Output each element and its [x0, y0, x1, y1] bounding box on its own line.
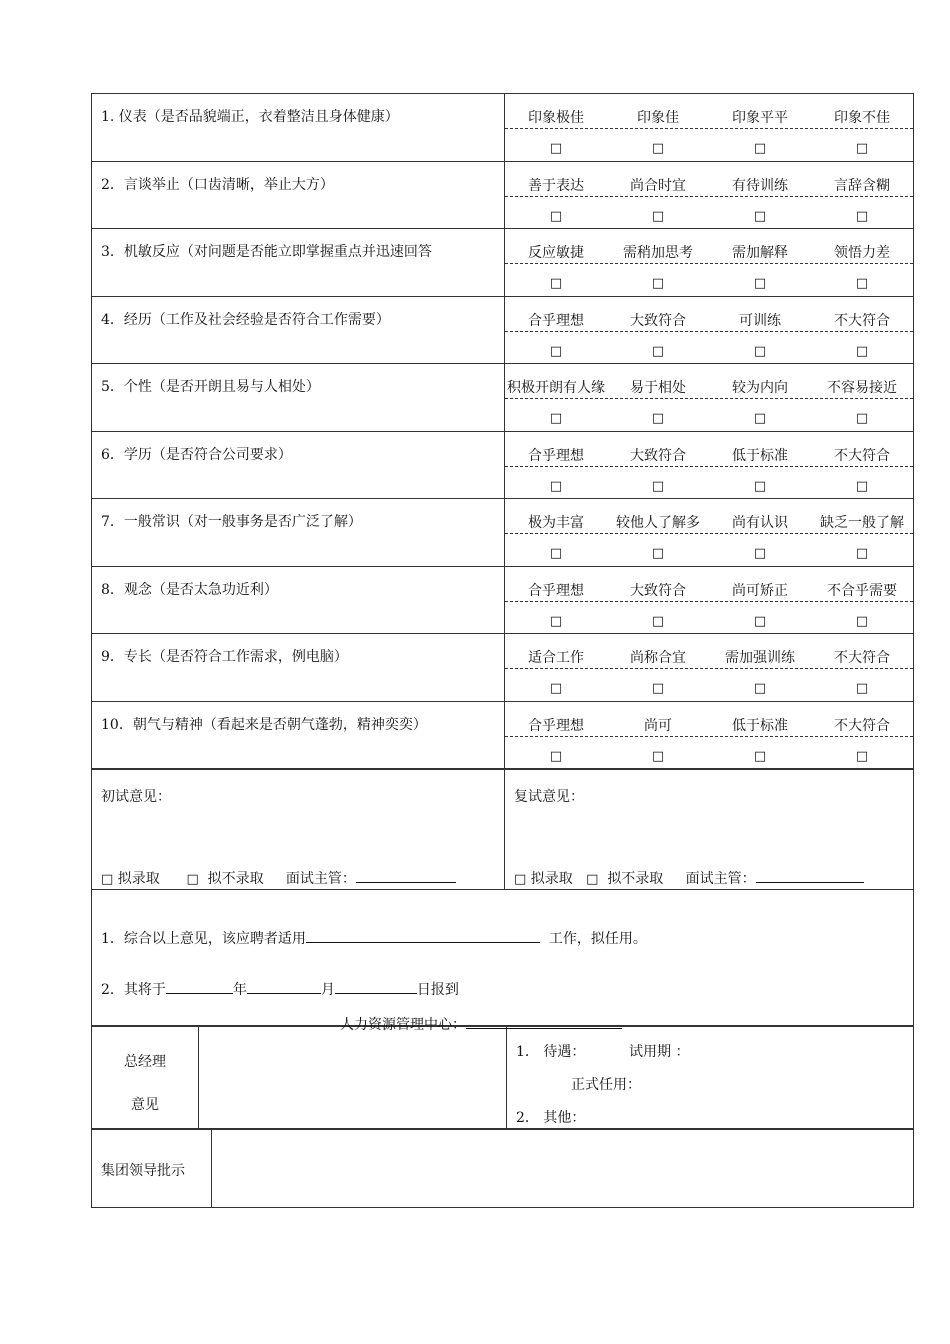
option-checkbox[interactable]: □ [651, 276, 665, 291]
option-label: 较他人了解多 [616, 515, 700, 531]
criterion-row [92, 162, 913, 230]
option-checkbox[interactable]: □ [855, 276, 869, 291]
option-checkbox[interactable]: □ [651, 343, 665, 359]
criteria-section [92, 94, 913, 769]
option-checkbox[interactable]: □ [753, 681, 767, 696]
option-divider [505, 466, 913, 467]
option-checkbox[interactable]: □ [549, 748, 563, 764]
criterion-row [92, 702, 913, 770]
option-checkbox[interactable]: □ [549, 546, 563, 561]
criterion-options [505, 94, 913, 161]
criterion-row [92, 297, 913, 365]
option-checkbox[interactable]: □ [855, 411, 869, 426]
option-label: 善于表达 [528, 177, 584, 194]
option-label: 积极开朗有人缘 [507, 380, 605, 396]
criterion-label: 9．专长（是否符合工作需求，例电脑） [92, 634, 505, 701]
general-manager-section [92, 1027, 913, 1130]
gm-opinion-field[interactable] [199, 1027, 507, 1128]
criterion-row [92, 634, 913, 702]
option-label: 尚可矫正 [732, 582, 788, 599]
assignment-suffix: 工作，拟任用。 [548, 931, 647, 947]
supervisor-signature-line[interactable] [756, 868, 864, 883]
option-checkbox[interactable]: □ [855, 208, 869, 224]
group-instruction-field[interactable] [212, 1130, 913, 1207]
option-checkbox[interactable]: □ [855, 613, 869, 629]
option-checkbox[interactable]: □ [753, 613, 767, 629]
option-checkbox[interactable]: □ [651, 546, 665, 561]
criterion-options [505, 364, 913, 431]
hr-label: 人力资源管理中心： [340, 1017, 466, 1033]
option-checkbox[interactable]: □ [753, 141, 767, 156]
option-checkbox[interactable]: □ [651, 411, 665, 426]
criterion-label: 8．观念（是否太急功近利） [92, 567, 505, 634]
option-divider [505, 736, 913, 737]
option-label: 反应敏捷 [528, 245, 584, 261]
criterion-options [505, 567, 913, 634]
opinions-section [92, 769, 913, 890]
option-checkbox[interactable]: □ [651, 681, 665, 696]
option-label: 需加强训练 [725, 650, 795, 666]
option-checkbox[interactable]: □ [753, 343, 767, 359]
option-label: 需加解释 [732, 245, 788, 261]
hire-checkbox[interactable]: □ [514, 872, 527, 887]
option-label: 不大符合 [834, 312, 890, 329]
option-divider [505, 601, 913, 602]
option-label: 印象不佳 [834, 110, 890, 126]
option-divider [505, 263, 913, 264]
option-label: 合乎理想 [528, 447, 584, 464]
supervisor-signature-line[interactable] [356, 868, 456, 883]
option-label: 缺乏一般了解 [820, 515, 904, 531]
option-label: 需稍加思考 [623, 245, 693, 261]
criterion-row [92, 499, 913, 567]
no-hire-checkbox[interactable]: □ [586, 872, 599, 887]
option-label: 不合乎需要 [827, 582, 897, 599]
criterion-label: 10．朝气与精神（看起来是否朝气蓬勃，精神奕奕） [92, 702, 505, 769]
option-checkbox[interactable]: □ [753, 478, 767, 494]
option-label: 尚可 [644, 717, 672, 734]
gm-label-1: 总经理 [124, 1054, 166, 1070]
criterion-row [92, 229, 913, 297]
option-label: 领悟力差 [834, 245, 890, 261]
criterion-label: 5．个性（是否开朗且易与人相处） [92, 364, 505, 431]
interview-evaluation-form [91, 93, 914, 1208]
option-label: 低于标准 [732, 447, 788, 464]
criterion-label: 7．一般常识（对一般事务是否广泛了解） [92, 499, 505, 566]
option-label: 易于相处 [630, 380, 686, 396]
option-checkbox[interactable]: □ [753, 546, 767, 561]
criterion-options [505, 229, 913, 296]
option-checkbox[interactable]: □ [651, 141, 665, 156]
option-checkbox[interactable]: □ [855, 343, 869, 359]
option-checkbox[interactable]: □ [753, 411, 767, 426]
treatment-label: 1． 待遇： [516, 1044, 586, 1060]
option-checkbox[interactable]: □ [549, 208, 563, 224]
criterion-options [505, 297, 913, 364]
option-checkbox[interactable]: □ [855, 748, 869, 764]
year-field[interactable] [166, 979, 233, 994]
option-label: 印象平平 [732, 110, 788, 126]
criterion-options [505, 162, 913, 229]
criterion-row [92, 94, 913, 162]
option-checkbox[interactable]: □ [651, 208, 665, 224]
second-opinion-title: 复试意见： [514, 789, 584, 805]
option-checkbox[interactable]: □ [855, 546, 869, 561]
gm-label-cell [92, 1027, 199, 1128]
start-date-label: 2．其将于 [101, 982, 166, 998]
criterion-label: 1. 仪表（是否品貌端正，衣着整洁且身体健康） [92, 94, 505, 161]
group-leader-section [92, 1130, 913, 1208]
criterion-label: 3．机敏反应（对问题是否能立即掌握重点并迅速回答 [92, 229, 505, 296]
assignment-label: 1．综合以上意见，该应聘者适用 [101, 931, 306, 947]
gm-terms-cell [507, 1027, 913, 1128]
option-checkbox[interactable]: □ [753, 276, 767, 291]
option-checkbox[interactable]: □ [549, 478, 563, 494]
second-interview-opinion [505, 770, 913, 889]
option-label: 不容易接近 [827, 380, 897, 396]
option-label: 合乎理想 [528, 582, 584, 599]
criterion-row [92, 364, 913, 432]
gm-label-2: 意见 [131, 1097, 159, 1113]
option-label: 大致符合 [630, 447, 686, 464]
option-divider [505, 533, 913, 534]
option-label: 可训练 [739, 312, 781, 329]
month-label: 月 [320, 982, 335, 998]
option-label: 尚有认识 [732, 515, 788, 531]
month-field[interactable] [247, 979, 321, 994]
option-label: 大致符合 [630, 582, 686, 599]
option-checkbox[interactable]: □ [855, 681, 869, 696]
option-label: 合乎理想 [528, 717, 584, 734]
criterion-label: 2．言谈举止（口齿清晰，举止大方） [92, 162, 505, 229]
day-field[interactable] [335, 979, 417, 994]
option-label: 印象佳 [637, 110, 679, 126]
option-label: 印象极佳 [528, 110, 584, 126]
formal-appointment-label: 正式任用： [571, 1077, 641, 1093]
first-opinion-title: 初试意见： [101, 789, 171, 805]
option-label: 不大符合 [834, 650, 890, 666]
option-label: 极为丰富 [528, 515, 584, 531]
option-divider [505, 331, 913, 332]
option-checkbox[interactable]: □ [549, 276, 563, 291]
no-hire-checkbox[interactable]: □ [186, 872, 199, 887]
option-checkbox[interactable]: □ [651, 478, 665, 494]
criterion-options [505, 499, 913, 566]
day-label: 日报到 [416, 982, 459, 998]
hire-label: 拟录取 [117, 871, 160, 887]
supervisor-label: 面试主管： [685, 871, 756, 887]
criterion-row [92, 567, 913, 635]
supervisor-label: 面试主管： [285, 871, 356, 887]
probation-label: 试用期 ： [629, 1044, 690, 1060]
summary-section [92, 890, 913, 1033]
option-label: 尚合时宜 [630, 177, 686, 194]
criterion-options [505, 432, 913, 499]
other-label: 2． 其他： [516, 1110, 586, 1126]
option-checkbox[interactable]: □ [549, 681, 563, 696]
option-divider [505, 196, 913, 197]
criterion-options [505, 634, 913, 701]
no-hire-label: 拟不录取 [207, 871, 264, 887]
hire-label: 拟录取 [530, 871, 573, 887]
group-label-cell [92, 1130, 212, 1207]
option-divider [505, 668, 913, 669]
option-label: 不大符合 [834, 717, 890, 734]
year-label: 年 [232, 982, 247, 998]
option-label: 大致符合 [630, 312, 686, 329]
option-checkbox[interactable]: □ [753, 208, 767, 224]
criterion-label: 6．学历（是否符合公司要求） [92, 432, 505, 499]
criterion-options [505, 702, 913, 769]
option-checkbox[interactable]: □ [549, 613, 563, 629]
option-label: 尚称合宜 [630, 650, 686, 666]
option-checkbox[interactable]: □ [855, 141, 869, 156]
option-checkbox[interactable]: □ [651, 613, 665, 629]
option-checkbox[interactable]: □ [855, 478, 869, 494]
no-hire-label: 拟不录取 [607, 871, 664, 887]
option-label: 不大符合 [834, 447, 890, 464]
option-checkbox[interactable]: □ [753, 748, 767, 764]
option-label: 言辞含糊 [834, 177, 890, 194]
group-label: 集团领导批示 [101, 1163, 185, 1179]
option-divider [505, 128, 913, 129]
option-checkbox[interactable]: □ [651, 748, 665, 764]
option-label: 较为内向 [732, 380, 788, 396]
option-checkbox[interactable]: □ [549, 141, 563, 156]
option-checkbox[interactable]: □ [549, 343, 563, 359]
criterion-row [92, 432, 913, 500]
option-label: 适合工作 [528, 650, 584, 666]
option-divider [505, 398, 913, 399]
option-label: 合乎理想 [528, 312, 584, 329]
option-checkbox[interactable]: □ [549, 411, 563, 426]
option-label: 低于标准 [732, 717, 788, 734]
option-label: 有待训练 [732, 177, 788, 194]
position-field[interactable] [306, 928, 540, 943]
first-interview-opinion [92, 770, 505, 889]
hire-checkbox[interactable]: □ [101, 872, 114, 887]
criterion-label: 4．经历（工作及社会经验是否符合工作需要） [92, 297, 505, 364]
